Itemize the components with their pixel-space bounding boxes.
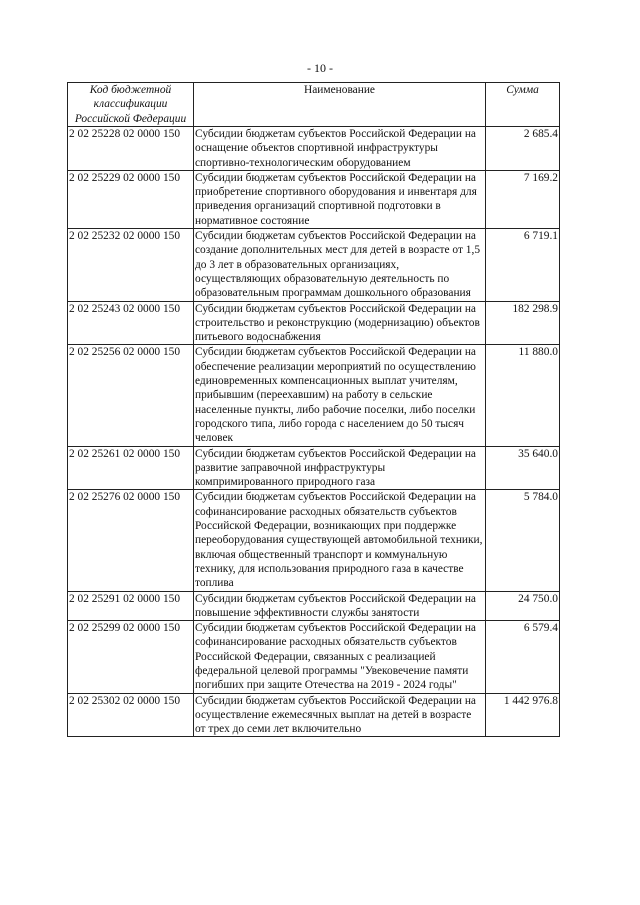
row-sum: 11 880.0 xyxy=(486,345,560,446)
row-code: 2 02 25256 02 0000 150 xyxy=(68,345,194,446)
row-name: Субсидии бюджетам субъектов Российской Федерации на повышение эффективности службы занятости xyxy=(194,591,486,621)
row-name: Субсидии бюджетам субъектов Российской Федерации на софинансирование расходных обязательств субъектов Российской Федерации, возникающих при поддержке переоборудования существующей автомобильной техники, включая общественный транспорт и коммунальную технику, для использования природного газа в качестве топлива xyxy=(194,490,486,591)
header-name: Наименование xyxy=(194,83,486,127)
header-code: Код бюджетной классификации Российской Федерации xyxy=(68,83,194,127)
table-row xyxy=(68,229,560,301)
row-sum: 5 784.0 xyxy=(486,490,560,591)
row-sum: 7 169.2 xyxy=(486,170,560,228)
row-name: Субсидии бюджетам субъектов Российской Федерации на обеспечение реализации мероприятий по осуществлению единовременных компенсационных выплат учителям, прибывшим (переехавшим) на работу в сельские населенные пункты, либо рабочие поселки, либо поселки городского типа, либо города с населением до 50 тысяч человек xyxy=(194,345,486,446)
table-row xyxy=(68,301,560,345)
row-name: Субсидии бюджетам субъектов Российской Федерации на приобретение спортивного оборудования и инвентаря для приведения организаций спортивной подготовки в нормативное состояние xyxy=(194,170,486,228)
row-code: 2 02 25291 02 0000 150 xyxy=(68,591,194,621)
table-row xyxy=(68,490,560,591)
row-name: Субсидии бюджетам субъектов Российской Федерации на осуществление ежемесячных выплат на детей в возрасте от трех до семи лет включительно xyxy=(194,693,486,737)
row-code: 2 02 25229 02 0000 150 xyxy=(68,170,194,228)
budget-table xyxy=(67,82,560,737)
row-code: 2 02 25261 02 0000 150 xyxy=(68,446,194,490)
table-row xyxy=(68,170,560,228)
table-header-row xyxy=(68,83,560,127)
row-sum: 35 640.0 xyxy=(486,446,560,490)
row-name: Субсидии бюджетам субъектов Российской Федерации на софинансирование расходных обязательств субъектов Российской Федерации, связанных с реализацией федеральной целевой программы "Увековечение памяти погибших при защите Отечества на 2019 - 2024 годы" xyxy=(194,621,486,693)
row-name: Субсидии бюджетам субъектов Российской Федерации на развитие заправочной инфраструктуры компримированного природного газа xyxy=(194,446,486,490)
row-name: Субсидии бюджетам субъектов Российской Федерации на создание дополнительных мест для детей в возрасте от 1,5 до 3 лет в образовательных организациях, осуществляющих образовательную деятельность по образовательным программам дошкольного образования xyxy=(194,229,486,301)
table-row xyxy=(68,446,560,490)
row-code: 2 02 25228 02 0000 150 xyxy=(68,127,194,171)
table-row xyxy=(68,693,560,737)
table-row xyxy=(68,591,560,621)
row-sum: 182 298.9 xyxy=(486,301,560,345)
row-code: 2 02 25232 02 0000 150 xyxy=(68,229,194,301)
row-sum: 24 750.0 xyxy=(486,591,560,621)
row-sum: 6 719.1 xyxy=(486,229,560,301)
row-code: 2 02 25299 02 0000 150 xyxy=(68,621,194,693)
row-name: Субсидии бюджетам субъектов Российской Федерации на оснащение объектов спортивной инфраструктуры спортивно-технологическим оборудованием xyxy=(194,127,486,171)
row-sum: 1 442 976.8 xyxy=(486,693,560,737)
table-row xyxy=(68,621,560,693)
row-code: 2 02 25276 02 0000 150 xyxy=(68,490,194,591)
row-code: 2 02 25243 02 0000 150 xyxy=(68,301,194,345)
table-row xyxy=(68,345,560,446)
table-row xyxy=(68,127,560,171)
row-name: Субсидии бюджетам субъектов Российской Федерации на строительство и реконструкцию (модернизацию) объектов питьевого водоснабжения xyxy=(194,301,486,345)
page-number: - 10 - xyxy=(307,61,333,75)
row-sum: 2 685.4 xyxy=(486,127,560,171)
row-code: 2 02 25302 02 0000 150 xyxy=(68,693,194,737)
header-sum: Сумма xyxy=(486,83,560,127)
row-sum: 6 579.4 xyxy=(486,621,560,693)
